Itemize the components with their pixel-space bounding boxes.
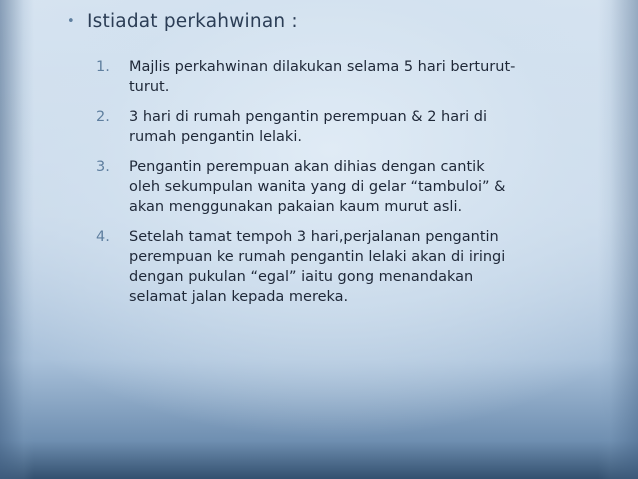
list-item-1 <box>96 57 596 97</box>
numbered-list <box>96 57 596 317</box>
list-text: Setelah tamat tempoh 3 hari,perjalanan pengantin perempuan ke rumah pengantin lelaki akan di iringi dengan pukulan “egal” iaitu gong menandakan selamat jalan kepada mereka. <box>129 229 506 305</box>
slide-heading <box>67 11 298 32</box>
list-item-2 <box>96 107 596 147</box>
heading-text: Istiadat perkahwinan : <box>87 11 298 32</box>
list-number: 1. <box>96 59 110 75</box>
list-text: 3 hari di rumah pengantin perempuan & 2 hari di rumah pengantin lelaki. <box>129 109 487 145</box>
list-number: 2. <box>96 109 110 125</box>
list-item-3 <box>96 157 596 217</box>
list-number: 3. <box>96 159 110 175</box>
list-text: Majlis perkahwinan dilakukan selama 5 hari berturut- turut. <box>129 59 516 95</box>
list-item-4 <box>96 227 596 307</box>
list-number: 4. <box>96 229 110 245</box>
list-text: Pengantin perempuan akan dihias dengan cantik oleh sekumpulan wanita yang di gelar “tambuloi” & akan menggunakan pakaian kaum murut asli. <box>129 159 506 215</box>
bullet-icon: • <box>67 14 75 29</box>
